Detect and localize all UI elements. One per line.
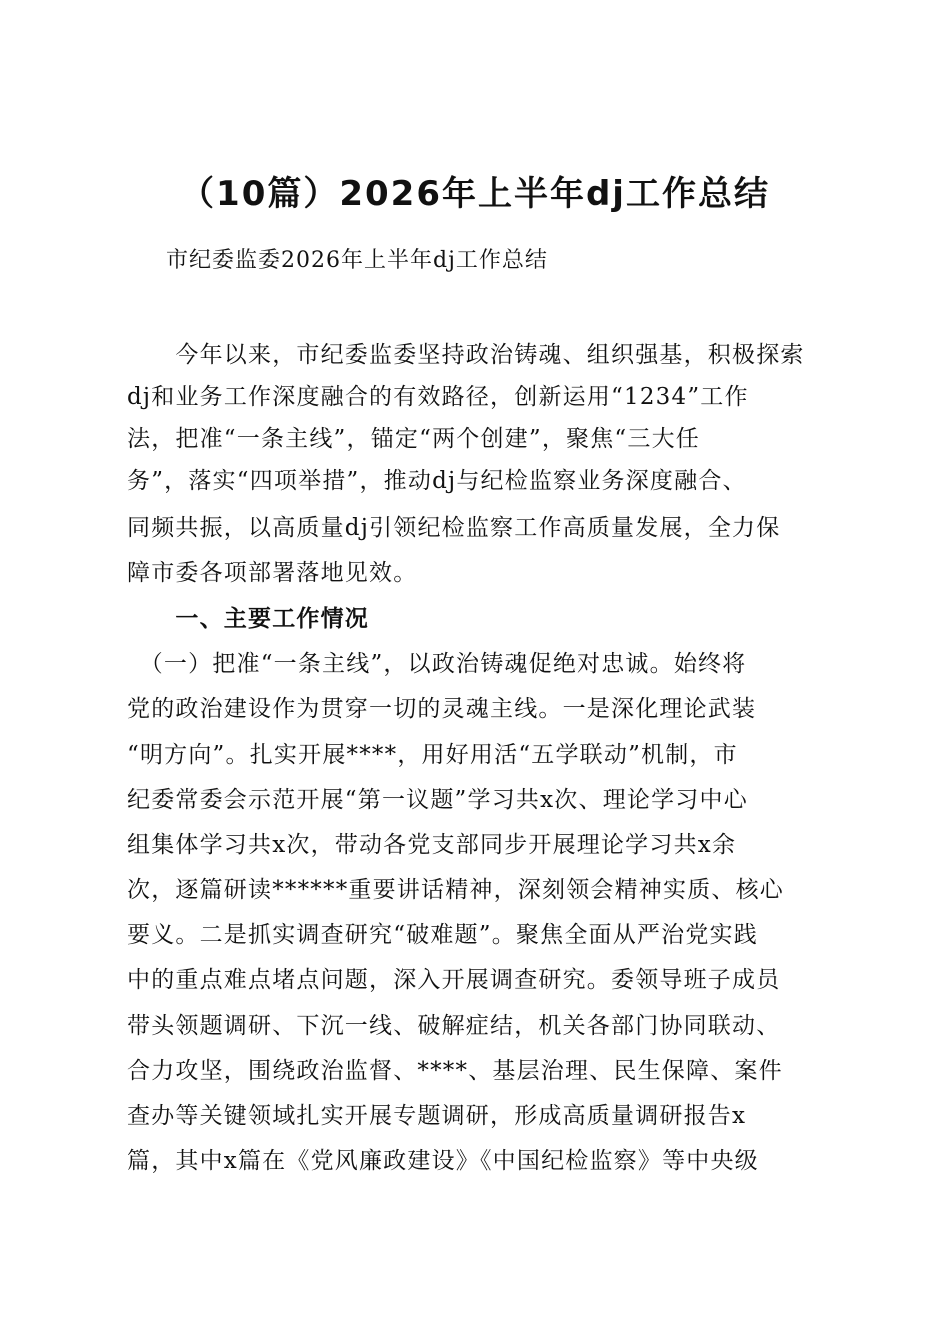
body-line: 带头领题调研、下沉一线、破解症结，机关各部门协同联动、 — [127, 1013, 781, 1039]
body-line: 组集体学习共x次，带动各党支部同步开展理论学习共x余 — [127, 832, 737, 858]
body-line: 障市委各项部署落地见效。 — [127, 560, 418, 586]
document-title: （10篇）2026年上半年dj工作总结 — [180, 174, 770, 214]
subsection-heading-line: （一）把准“一条主线”，以政治铸魂促绝对忠诚。始终将 — [127, 651, 747, 677]
body-line: 务”，落实“四项举措”，推动dj与纪检监察业务深度融合、 — [127, 468, 747, 494]
body-line: dj和业务工作深度融合的有效路径，创新运用“1234”工作 — [127, 384, 749, 410]
document-subtitle: 市纪委监委2026年上半年dj工作总结 — [166, 248, 548, 273]
body-line: “明方向”。扎实开展****，用好用活“五学联动”机制，市 — [127, 742, 738, 768]
body-line: 纪委常委会示范开展“第一议题”学习共x次、理论学习中心 — [127, 787, 748, 813]
body-line: 要义。二是抓实调查研究“破难题”。聚焦全面从严治党实践 — [127, 922, 758, 948]
body-line: 党的政治建设作为贯穿一切的灵魂主线。一是深化理论武装 — [127, 696, 757, 722]
section-heading: 一、主要工作情况 — [127, 606, 369, 632]
body-line: 中的重点难点堵点问题，深入开展调查研究。委领导班子成员 — [127, 967, 781, 993]
body-line: 同频共振，以高质量dj引领纪检监察工作高质量发展，全力保 — [127, 515, 781, 541]
body-line: 查办等关键领域扎实开展专题调研，形成高质量调研报告x — [127, 1103, 747, 1129]
body-line: 合力攻坚，围绕政治监督、****、基层治理、民生保障、案件 — [127, 1058, 783, 1084]
body-line: 法，把准“一条主线”，锚定“两个创建”，聚焦“三大任 — [127, 426, 700, 452]
body-line: 篇，其中x篇在《党风廉政建设》《中国纪检监察》等中央级 — [127, 1148, 759, 1174]
body-line: 今年以来，市纪委监委坚持政治铸魂、组织强基，积极探索 — [127, 342, 805, 368]
body-line: 次，逐篇研读******重要讲话精神，深刻领会精神实质、核心 — [127, 877, 784, 903]
